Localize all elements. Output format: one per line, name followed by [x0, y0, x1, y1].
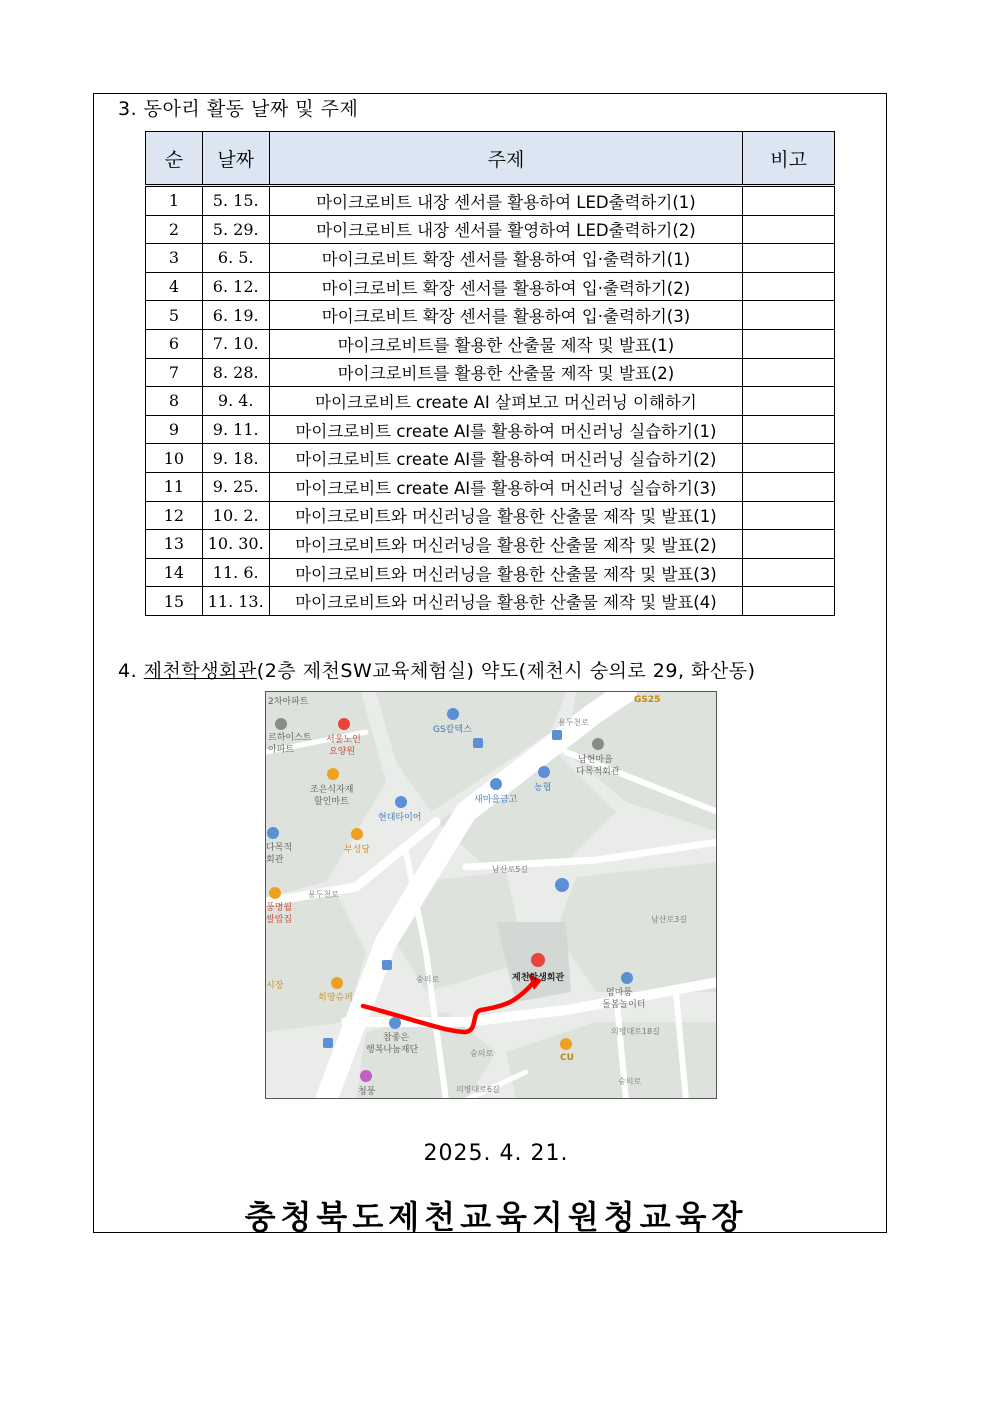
label-damok: 다목적	[266, 843, 293, 853]
cell-topic: 마이크로비트 확장 센서를 활용하여 입·출력하기(2)	[269, 272, 743, 301]
schedule-body	[146, 186, 835, 616]
label-gs25: GS25	[634, 695, 661, 705]
label-nursing2: 요양원	[329, 747, 356, 757]
label-nonghyup: 농협	[534, 783, 552, 793]
poi-tire-shop-icon	[395, 796, 407, 808]
header-topic: 주제	[269, 132, 743, 186]
cell-topic: 마이크로비트와 머신러닝을 활용한 산출물 제작 및 발표(3)	[269, 558, 743, 587]
bus-stop-icon	[382, 960, 392, 970]
section-4-prefix: 4.	[118, 660, 144, 682]
cell-no: 13	[146, 530, 203, 559]
label-eomma2: 돌봄놀이터	[602, 1000, 646, 1010]
table-row	[146, 472, 835, 501]
location-map[interactable]	[265, 691, 717, 1099]
label-uibyeong6: 의병대로6길	[456, 1085, 500, 1094]
cell-no: 11	[146, 472, 203, 501]
label-sungui-v: 숭의로	[618, 1077, 642, 1086]
cell-date: 10. 30.	[202, 530, 269, 559]
cell-note	[743, 472, 835, 501]
cell-note	[743, 530, 835, 559]
cell-no: 5	[146, 301, 203, 330]
cell-topic: 마이크로비트 확장 센서를 활용하여 입·출력하기(3)	[269, 301, 743, 330]
cell-date: 7. 10.	[202, 329, 269, 358]
cell-topic: 마이크로비트와 머신러닝을 활용한 산출물 제작 및 발표(2)	[269, 530, 743, 559]
poi-mart-icon	[327, 768, 339, 780]
label-pungmyeong2: 쌀밥집	[266, 915, 293, 925]
cell-no: 2	[146, 215, 203, 244]
cell-no: 14	[146, 558, 203, 587]
schedule-header-row	[146, 132, 835, 186]
label-huimang: 희망슈퍼	[318, 993, 353, 1003]
label-namsan5: 남산로5길	[492, 865, 529, 874]
label-sungui2: 숭의로	[470, 1049, 494, 1058]
table-row	[146, 387, 835, 416]
label-apt-hi2: 아파트	[268, 745, 295, 755]
poi-damok-icon	[267, 827, 279, 839]
table-row	[146, 587, 835, 616]
cell-no: 9	[146, 415, 203, 444]
document-date: 2025. 4. 21.	[423, 1141, 569, 1166]
cell-topic: 마이크로비트와 머신러닝을 활용한 산출물 제작 및 발표(1)	[269, 501, 743, 530]
table-row	[146, 244, 835, 273]
cell-note	[743, 558, 835, 587]
cell-no: 8	[146, 387, 203, 416]
label-saemaeul: 새마을금고	[474, 795, 518, 805]
table-row	[146, 329, 835, 358]
label-sijang: 시장	[266, 981, 284, 991]
poi-foundation-icon	[389, 1017, 401, 1029]
section-4-detail: (2층 제천SW교육체험실) 약도(제천시 숭의로 29, 화산동)	[256, 660, 756, 682]
cell-note	[743, 301, 835, 330]
cell-topic: 마이크로비트를 활용한 산출물 제작 및 발표(2)	[269, 358, 743, 387]
cell-no: 15	[146, 587, 203, 616]
parking-icon	[555, 878, 569, 892]
bus-stop-icon-2	[323, 1038, 333, 1048]
poi-cheongpung-icon	[360, 1070, 372, 1082]
label-apt-hi: 르하이스트	[268, 733, 312, 743]
label-pungmyeong: 풍명월	[266, 903, 293, 913]
cell-note	[743, 415, 835, 444]
cell-date: 10. 2.	[202, 501, 269, 530]
cell-topic: 마이크로비트 create AI를 활용하여 머신러닝 실습하기(1)	[269, 415, 743, 444]
cell-date: 6. 19.	[202, 301, 269, 330]
table-row	[146, 186, 835, 216]
cell-date: 9. 4.	[202, 387, 269, 416]
header-note: 비고	[743, 132, 835, 186]
label-namhyun: 남현마을	[578, 755, 613, 765]
cell-date: 9. 11.	[202, 415, 269, 444]
label-chamjoeun2: 행복나눔재단	[366, 1045, 419, 1055]
label-sungui: 숭의로	[416, 975, 440, 984]
cell-no: 12	[146, 501, 203, 530]
cell-date: 9. 25.	[202, 472, 269, 501]
poi-bank-icon	[490, 778, 502, 790]
cell-note	[743, 587, 835, 616]
bus-stop-icon-3	[473, 738, 483, 748]
table-row	[146, 444, 835, 473]
cell-note	[743, 444, 835, 473]
poi-care-center-icon	[621, 972, 633, 984]
poi-cu-icon	[560, 1038, 572, 1050]
table-row	[146, 301, 835, 330]
map-canvas	[266, 692, 717, 1099]
poi-gas-station-icon	[447, 708, 459, 720]
label-apt2: 2차아파트	[268, 697, 309, 707]
label-hyundai-tire: 현대타이어	[378, 813, 422, 823]
label-cheongpung: 청풍	[358, 1087, 376, 1097]
cell-date: 5. 29.	[202, 215, 269, 244]
poi-nursing-icon	[338, 718, 350, 730]
cell-no: 10	[146, 444, 203, 473]
label-namhyun2: 다목적회관	[576, 767, 620, 777]
table-row	[146, 358, 835, 387]
cell-date: 8. 28.	[202, 358, 269, 387]
header-no: 순	[146, 132, 203, 186]
poi-nonghyup-icon	[538, 766, 550, 778]
cell-date: 6. 12.	[202, 272, 269, 301]
place-name: 제천학생회관	[143, 660, 257, 682]
cell-topic: 마이크로비트 create AI 살펴보고 머신러닝 이해하기	[269, 387, 743, 416]
cell-no: 4	[146, 272, 203, 301]
section-3-heading: 3. 동아리 활동 날짜 및 주제	[118, 98, 359, 120]
cell-date: 11. 6.	[202, 558, 269, 587]
label-joeun2: 할인마트	[314, 797, 349, 807]
cell-note	[743, 272, 835, 301]
cell-date: 9. 18.	[202, 444, 269, 473]
label-damok2: 회관	[266, 855, 284, 865]
table-row	[146, 501, 835, 530]
label-chamjoeun: 참좋은	[383, 1033, 410, 1043]
poi-apartment-icon	[275, 718, 287, 730]
label-uibyeong18: 의병대로18길	[611, 1027, 660, 1036]
cell-topic: 마이크로비트 확장 센서를 활용하여 입·출력하기(1)	[269, 244, 743, 273]
cell-date: 6. 5.	[202, 244, 269, 273]
student-hall-pin-icon	[531, 953, 545, 967]
label-yongdu-road: 용두천로	[558, 718, 589, 727]
poi-supermarket-icon	[331, 977, 343, 989]
table-row	[146, 415, 835, 444]
cell-topic: 마이크로비트 create AI를 활용하여 머신러닝 실습하기(3)	[269, 472, 743, 501]
bus-stop-icon-4	[552, 730, 562, 740]
label-cu: CU	[560, 1053, 574, 1063]
label-yongdu2: 용두천로	[308, 890, 339, 899]
table-row	[146, 530, 835, 559]
cell-no: 3	[146, 244, 203, 273]
table-row	[146, 558, 835, 587]
cell-note	[743, 358, 835, 387]
cell-date: 11. 13.	[202, 587, 269, 616]
poi-community-hall-icon	[592, 738, 604, 750]
table-row	[146, 215, 835, 244]
cell-topic: 마이크로비트 내장 센서를 활영하여 LED출력하기(2)	[269, 215, 743, 244]
cell-note	[743, 501, 835, 530]
cell-note	[743, 215, 835, 244]
schedule-table	[145, 131, 835, 616]
label-namsan3: 남산로3길	[651, 915, 688, 924]
label-buseong: 부성당	[344, 845, 371, 855]
cell-no: 6	[146, 329, 203, 358]
cell-note	[743, 387, 835, 416]
label-student-hall: 제천학생회관	[512, 973, 565, 983]
cell-topic: 마이크로비트 create AI를 활용하여 머신러닝 실습하기(2)	[269, 444, 743, 473]
poi-bakery-icon	[351, 828, 363, 840]
cell-date: 5. 15.	[202, 186, 269, 216]
cell-no: 7	[146, 358, 203, 387]
cell-note	[743, 186, 835, 216]
cell-topic: 마이크로비트 내장 센서를 활용하여 LED출력하기(1)	[269, 186, 743, 216]
cell-no: 1	[146, 186, 203, 216]
header-date: 날짜	[202, 132, 269, 186]
cell-note	[743, 329, 835, 358]
table-row	[146, 272, 835, 301]
cell-topic: 마이크로비트를 활용한 산출물 제작 및 발표(1)	[269, 329, 743, 358]
label-joeun: 조은식자재	[310, 785, 354, 795]
poi-restaurant-icon	[269, 887, 281, 899]
label-gs-caltex: GS칼텍스	[433, 725, 472, 735]
issuer-signature: 충청북도제천교육지원청교육장	[244, 1198, 748, 1236]
label-nursing: 서울노인	[326, 735, 361, 745]
section-4-heading	[118, 656, 756, 683]
label-eomma: 엄마품	[606, 988, 633, 998]
cell-note	[743, 244, 835, 273]
cell-topic: 마이크로비트와 머신러닝을 활용한 산출물 제작 및 발표(4)	[269, 587, 743, 616]
